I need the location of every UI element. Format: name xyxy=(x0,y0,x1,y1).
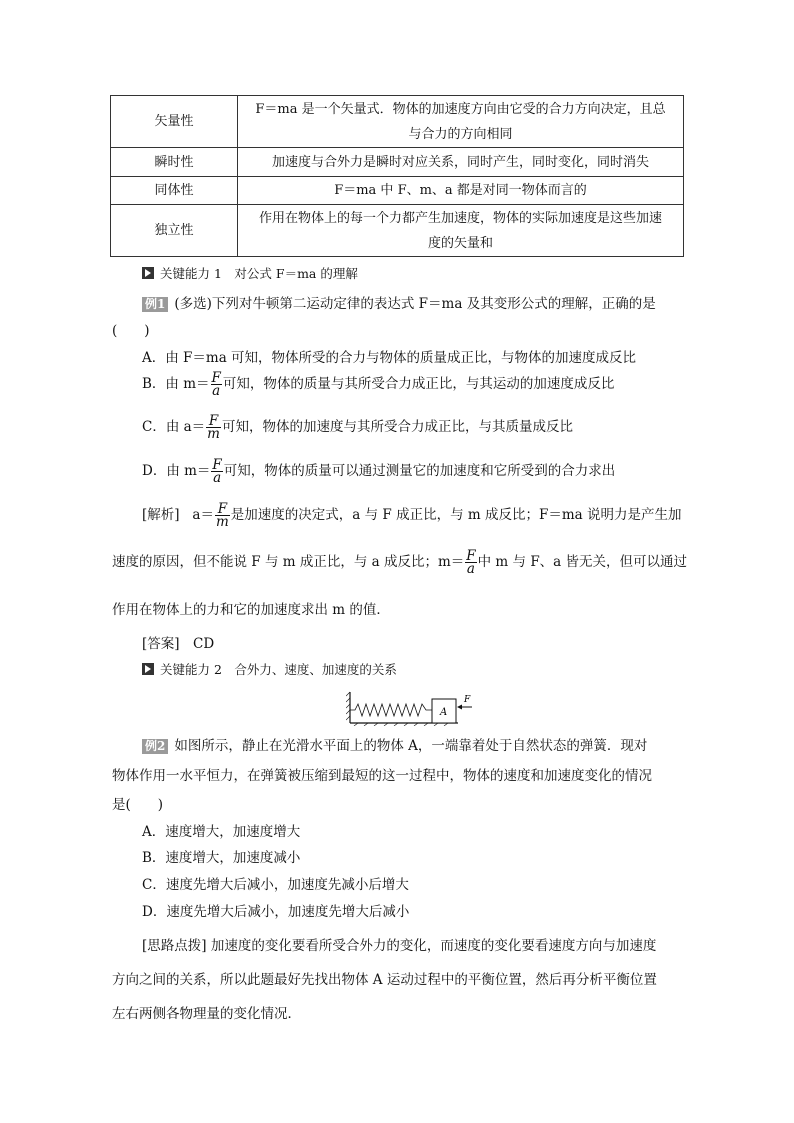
table-row xyxy=(111,205,684,257)
table-key: 矢量性 xyxy=(111,96,238,148)
hint-line-2: 方向之间的关系，所以此题最好先找出物体 A 运动过程中的平衡位置，然后再分析平衡位置 xyxy=(112,972,657,988)
fraction xyxy=(206,415,221,440)
option-text: 可知，物体的加速度与其所受合力成正比，与其质量成反比 xyxy=(221,419,573,435)
question-text: 如图所示，静止在光滑水平面上的物体 A，一端靠着处于自然状态的弹簧．现对 xyxy=(174,738,648,754)
section-heading-1 xyxy=(142,264,358,282)
option-a: A．速度增大，加速度增大 xyxy=(142,824,301,840)
analysis-text: 是加速度的决定式，a 与 F 成正比，与 m 成反比；F＝ma 说明力是产生加 xyxy=(230,507,682,523)
denominator: a xyxy=(212,383,221,399)
section-title: 关键能力 2 合外力、速度、加速度的关系 xyxy=(160,662,397,677)
table-key: 瞬时性 xyxy=(111,148,238,177)
block-label: A xyxy=(440,707,448,718)
question-text: (多选)下列对牛顿第二运动定律的表达式 F＝ma 及其变形公式的理解，正确的是 xyxy=(174,296,656,312)
denominator: a xyxy=(213,470,222,486)
example-1-stem xyxy=(142,292,656,312)
denominator: a xyxy=(466,561,475,577)
table-row xyxy=(111,148,684,177)
analysis-text: 速度的原因，但不能说 F 与 m 成正比，与 a 成反比；m＝ xyxy=(112,554,465,570)
table-value xyxy=(238,96,684,148)
option-text: D．由 m＝ xyxy=(142,463,211,479)
option-text: 可知，物体的质量可以通过测量它的加速度和它所受到的合力求出 xyxy=(223,463,616,479)
option-b xyxy=(142,372,614,397)
table-value-line: 与合力的方向相同 xyxy=(408,126,513,142)
answer-blank: ( ) xyxy=(112,323,150,339)
option-text: C．由 a＝ xyxy=(142,419,206,435)
denominator: m xyxy=(215,514,229,530)
option-b: B．速度增大，加速度减小 xyxy=(142,850,301,866)
analysis-text: a＝ xyxy=(192,507,214,523)
force-label: F xyxy=(464,695,471,705)
analysis-line-1 xyxy=(142,503,681,528)
analysis-line-2 xyxy=(112,550,687,575)
answer-line: [答案] CD xyxy=(142,636,215,652)
analysis-text: 中 m 与 F、a 皆无关，但可以通过 xyxy=(477,554,688,570)
fraction xyxy=(215,503,230,528)
table-value-line: 作用在物体上的每一个力都产生加速度，物体的实际加速度是这些加速 xyxy=(258,210,662,226)
numerator: F xyxy=(211,370,221,386)
option-c xyxy=(142,415,573,440)
table-value xyxy=(238,205,684,257)
fraction xyxy=(465,550,476,575)
table-value-line: F＝ma 是一个矢量式．物体的加速度方向由它受的合力方向决定，且总 xyxy=(255,101,666,117)
option-text: B．由 m＝ xyxy=(142,376,210,392)
numerator: F xyxy=(215,503,230,516)
denominator: m xyxy=(207,426,220,442)
numerator: F xyxy=(212,457,222,473)
table-row xyxy=(111,96,684,148)
table-value: 加速度与合外力是瞬时对应关系，同时产生，同时变化，同时消失 xyxy=(238,148,684,177)
numerator: F xyxy=(466,548,476,564)
option-c: C．速度先增大后减小，加速度先减小后增大 xyxy=(142,877,409,893)
numerator: F xyxy=(206,415,221,428)
table-value-line: 度的矢量和 xyxy=(427,235,493,251)
option-a: A．由 F＝ma 可知，物体所受的合力与物体的质量成正比，与物体的加速度成反比 xyxy=(142,350,637,366)
play-triangle-icon xyxy=(142,663,154,675)
play-triangle-icon xyxy=(142,267,154,279)
properties-table xyxy=(110,95,684,257)
arrow-head xyxy=(457,705,462,710)
fraction xyxy=(211,372,222,397)
analysis-line-3: 作用在物体上的力和它的加速度求出 m 的值． xyxy=(112,602,390,618)
example-tag: 例1 xyxy=(142,297,168,312)
option-d: D．速度先增大后减小，加速度先增大后减小 xyxy=(142,904,410,920)
hint-line-3: 左右两侧各物理量的变化情况． xyxy=(112,1006,301,1022)
spring-block-figure xyxy=(346,690,476,726)
example-2-stem-1 xyxy=(142,734,647,754)
option-d xyxy=(142,459,615,484)
spring xyxy=(350,704,432,716)
section-heading-2 xyxy=(142,660,397,678)
hint-line-1: [思路点拨] 加速度的变化要看所受合外力的变化，而速度的变化要看速度方向与加速度 xyxy=(142,938,657,954)
example-2-stem-2: 物体作用一水平恒力，在弹簧被压缩到最短的这一过程中，物体的速度和加速度变化的情况 xyxy=(112,768,652,784)
section-title: 关键能力 1 对公式 F＝ma 的理解 xyxy=(160,266,358,281)
example-2-stem-3: 是( ) xyxy=(112,797,164,813)
table-key: 同体性 xyxy=(111,177,238,205)
table-value: F＝ma 中 F、m、a 都是对同一物体而言的 xyxy=(238,177,684,205)
table-key: 独立性 xyxy=(111,205,238,257)
option-text: 可知，物体的质量与其所受合力成正比，与其运动的加速度成反比 xyxy=(222,376,615,392)
analysis-label: [解析] xyxy=(142,507,180,523)
fraction xyxy=(211,459,222,484)
example-tag: 例2 xyxy=(142,739,168,754)
table-row xyxy=(111,177,684,205)
